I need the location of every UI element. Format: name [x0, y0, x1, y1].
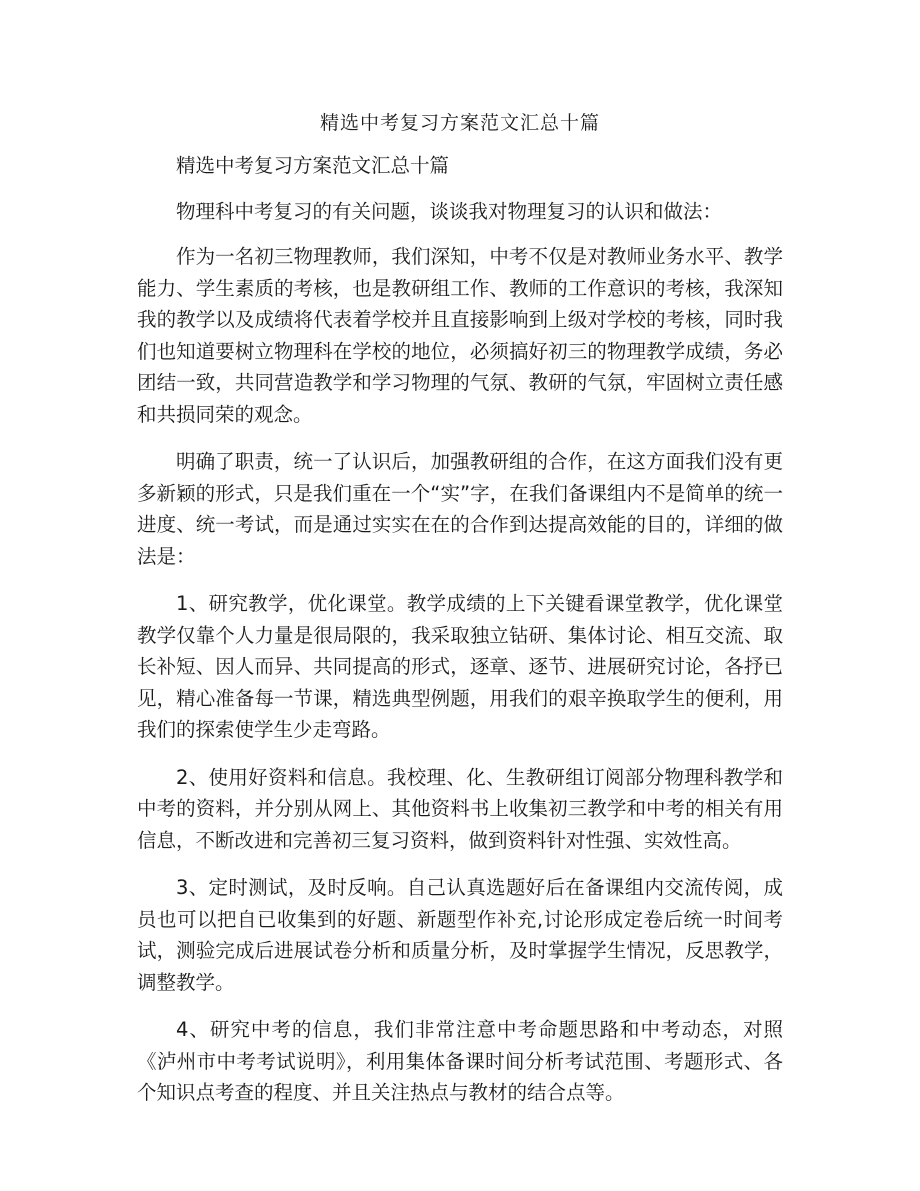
body-paragraph: 精选中考复习方案范文汇总十篇	[176, 154, 450, 177]
body-paragraph: 物理科中考复习的有关问题，谈谈我对物理复习的认识和做法：	[176, 199, 723, 223]
body-paragraph: 4、研究中考的信息，我们非常注意中考命题思路和中考动态，对照《泸州市中考考试说明》，利用集体备课时间分析考试范围、考题形式、各个知识点考查的程度、并且关注热点与教材的结合点等。	[137, 1018, 783, 1104]
body-paragraph: 3、定时测试，及时反响。自己认真选题好后在备课组内交流传阅，成员也可以把自已收集到的好题、新题型作补充,讨论形成定卷后统一时间考试，测验完成后进展试卷分析和质量分析，及时掌握学生情况，反思教学，调整教学。	[137, 876, 783, 994]
document-title: 精选中考复习方案范文汇总十篇	[319, 112, 600, 134]
body-paragraph: 作为一名初三物理教师，我们深知，中考不仅是对教师业务水平、教学能力、学生素质的考核，也是教研组工作、教师的工作意识的考核，我深知我的教学以及成绩将代表着学校并且直接影响到上级对学校的考核，同时我们也知道要树立物理科在学校的地位，必须搞好初三的物理教学成绩，务必团结一致，共同营造教学和学习物理的气氛、教研的气氛，牢固树立责任感和共损同荣的观念。	[137, 245, 783, 426]
body-paragraph: 明确了职责，统一了认识后，加强教研组的合作，在这方面我们没有更多新颖的形式，只是我们重在一个“实”字，在我们备课组内不是简单的统一进度、统一考试，而是通过实实在在的合作到达提高效能的目的，详细的做法是：	[137, 450, 783, 568]
body-paragraph: 1、研究教学，优化课堂。教学成绩的上下关键看课堂教学，优化课堂教学仅靠个人力量是很局限的，我采取独立钻研、集体讨论、相互交流、取长补短、因人而异、共同提高的形式，逐章、逐节、进展研究讨论，各抒已见，精心准备每一节课，精选典型例题，用我们的艰辛换取学生的便利，用我们的探索使学生少走弯路。	[137, 592, 783, 741]
body-paragraph: 2、使用好资料和信息。我校理、化、生教研组订阅部分物理科教学和中考的资料，并分别从网上、其他资料书上收集初三教学和中考的相关有用信息，不断改进和完善初三复习资料，做到资料针对性强、实效性高。	[137, 765, 783, 852]
document-body	[137, 150, 783, 1125]
